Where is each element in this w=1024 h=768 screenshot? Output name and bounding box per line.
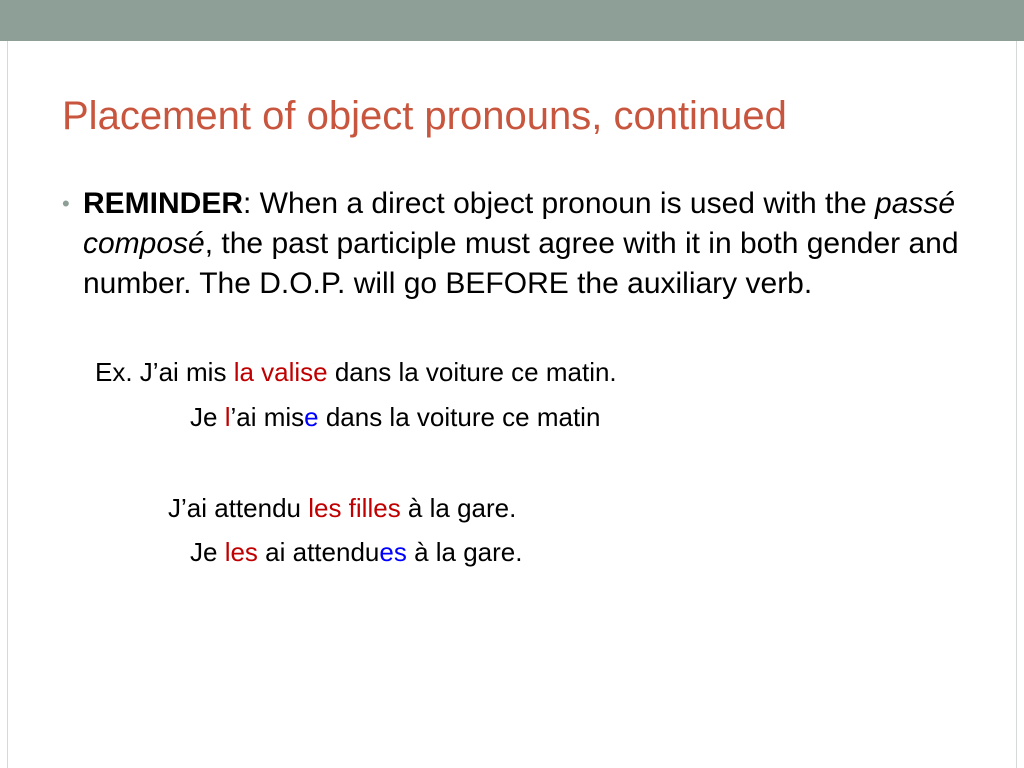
example-3-suffix: à la gare. [400,493,517,523]
example-4-middle: ai attendu [257,537,380,567]
passe-compose-term: passé composé [83,187,956,260]
top-band [0,0,1024,41]
bullet-marker: • [62,191,70,216]
example-1-object: la valise [233,357,328,387]
example-4-pronoun: les [224,537,258,567]
example-3-prefix: J’ai attendu [168,493,309,523]
example-1-suffix: dans la voiture ce matin. [327,357,617,387]
example-2-pronoun: l [224,402,231,432]
example-line-1 [95,352,617,392]
example-2-agreement-ending: e [304,402,319,432]
reminder-label: REMINDER [83,187,244,220]
example-3-object: les filles [308,493,401,523]
example-line-3 [168,488,516,528]
right-border-line [1016,41,1017,768]
reminder-rest: , the past participle must agree with it in both gender and number. The D.O.P. will go BEFORE the auxiliary verb. [83,227,959,300]
slide-title: Placement of object pronouns, continued [62,94,787,138]
left-border-line [7,41,8,768]
example-2-prefix: Je [190,402,225,432]
reminder-bullet [62,184,962,304]
example-4-suffix: à la gare. [406,537,523,567]
example-2-suffix: dans la voiture ce matin [318,402,601,432]
example-2-middle: ’ai mis [230,402,305,432]
reminder-intro: : When a direct object pronoun is used with the [243,187,876,220]
example-4-agreement-ending: es [379,537,407,567]
example-line-2 [190,397,600,437]
example-line-4 [190,532,522,572]
example-4-prefix: Je [190,537,225,567]
example-1-prefix: Ex. J’ai mis [95,357,234,387]
reminder-text [83,184,962,304]
